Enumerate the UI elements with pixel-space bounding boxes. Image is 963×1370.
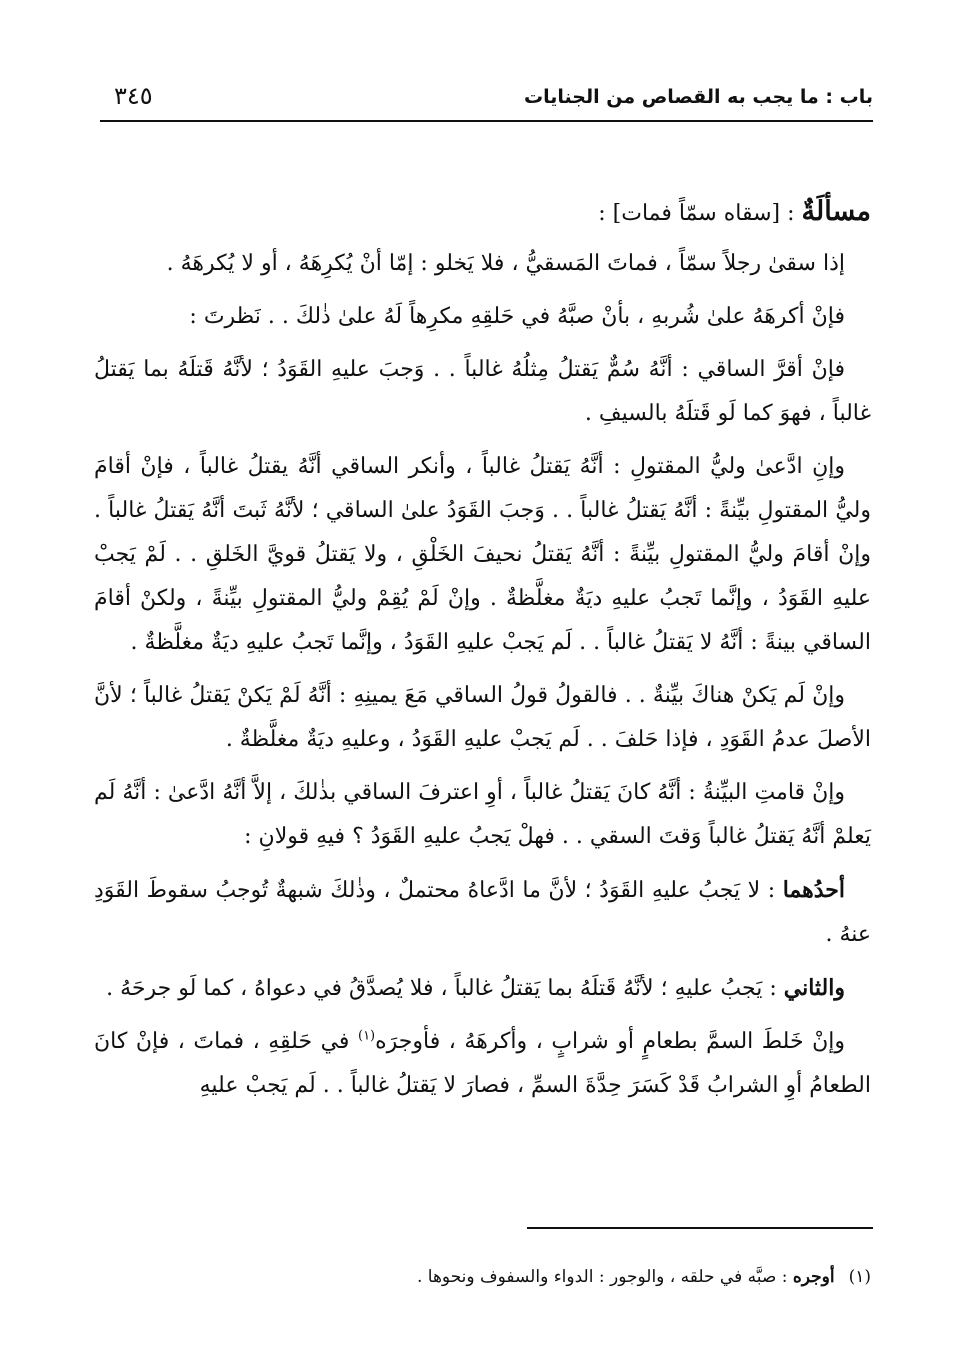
paragraph: وإنِ ادَّعىٰ وليُّ المقتولِ : أنَّهُ يَقتلُ غالباً ، وأنكر الساقي أنَّهُ يقتلُ غالباً ، فإنْ أقامَ وليُّ المقتولِ بيِّنةً : أنَّهُ يَقتلُ غالباً . . وَجبَ القَوَدُ علىٰ الساقي ؛ لأنَّهُ ثَبتَ أنَّهُ يَقتلُ غالباً . وإنْ أقامَ وليُّ المقتولِ بيِّنةً : أنَّهُ يَقتلُ نحيفَ الخَلْقِ ، ولا يَقتلُ قويَّ الخَلقِ . . لَمْ يَجبْ عليهِ القَوَدُ ، وإنَّما تَجبُ عليهِ ديَةٌ مغلَّظةٌ . وإنْ لَمْ يُقِمْ وليُّ المقتولِ بيِّنةً ، ولكنْ أقامَ الساقي بينةً : أنَّهُ لا يَقتلُ غالباً . . لَم يَجبْ عليهِ القَوَدُ ، وإنَّما تَجبُ عليهِ ديَةٌ مغلَّظةٌ . [94, 454, 871, 655]
first-opinion-text: : لا يَجبُ عليهِ القَوَدُ ؛ لأنَّ ما ادَّعاهُ محتملٌ ، وذٰلكَ شبهةٌ تُوجبُ سقوطَ القَوَدِ عنهُ . [94, 878, 871, 947]
footnote-text: : صبَّه في حلقه ، والوجور : الدواء والسفوف ونحوها . [416, 1267, 793, 1287]
issue-label: مسألَةٌ [801, 196, 871, 227]
footnote-divider [527, 1227, 873, 1229]
paragraph-text-after-note: في حَلقِهِ ، فماتَ ، فإنْ كانَ الطعامُ أوِ الشرابُ قَدْ كَسَرَ حِدَّةَ السمِّ ، فصارَ لا يَقتلُ غالباً . . لَم يَجبْ عليهِ [94, 1029, 871, 1098]
paragraph: وإنْ قامتِ البيِّنةُ : أنَّهُ كانَ يَقتلُ غالباً ، أوِ اعترفَ الساقي بذٰلكَ ، إلاَّ أنَّهُ ادَّعىٰ : أنَّهُ لَم يَعلمْ أنَّهُ يَقتلُ غالباً وَقتَ السقي . . فهلْ يَجبُ عليهِ القَوَدُ ؟ فيهِ قولانِ : [94, 780, 871, 849]
paragraph: وإنْ لَم يَكنْ هناكَ بيِّنةٌ . . فالقولُ قولُ الساقي مَعَ يمينِهِ : أنَّهُ لَمْ يَكنْ يَقتلُ غالباً ؛ لأنَّ الأصلَ عدمُ القَوَدِ ، فإذا حَلفَ . . لَم يَجبْ عليهِ القَوَدُ ، وعليهِ ديَةٌ مغلَّظةٌ . [94, 683, 871, 752]
second-opinion-label: والثاني [783, 975, 845, 1001]
second-opinion-text: : يَجبُ عليهِ ؛ لأنَّهُ قَتلَهُ بما يَقتلُ غالباً ، فلا يُصدَّقُ في دعواهُ ، كما لَو جرحَهُ . [106, 976, 784, 1001]
issue-separator: : [780, 201, 802, 226]
paragraph: فإنْ أقرَّ الساقي : أنَّهُ سُمٌّ يَقتلُ مِثلُهُ غالباً . . وَجبَ عليهِ القَوَدُ ؛ لأنَّهُ قَتلَهُ بما يَقتلُ غالباً ، فهوَ كما لَو قَتلَهُ بالسيفِ . [94, 357, 871, 426]
paragraph-text-before-note: وإنْ خَلطَ السمَّ بطعامٍ أو شرابٍ ، وأكرهَهُ ، فأوجرَه [375, 1029, 845, 1054]
first-opinion-label: أحدُهما [782, 877, 845, 903]
issue-title: [سقاه سمّاً فمات] : [598, 201, 781, 226]
footnote-number: (١) [848, 1267, 871, 1287]
first-opinion [94, 868, 871, 957]
footnote-reference[interactable]: (١) [357, 1028, 376, 1044]
main-text [94, 190, 871, 1117]
running-header [100, 78, 873, 122]
paragraph [94, 1020, 871, 1108]
paragraph: إذا سقىٰ رجلاً سمّاً ، فماتَ المَسقيُّ ، فلا يَخلو : إمّا أنْ يُكرِهَهُ ، أو لا يُكرهَهُ . [166, 251, 845, 276]
second-opinion [94, 966, 871, 1011]
paragraph: فإنْ أكرهَهُ علىٰ شُربهِ ، بأنْ صبَّهُ في حَلقِهِ مكرِهاً لَهُ علىٰ ذٰلكَ . . نَظرتَ : [189, 304, 845, 329]
chapter-title: باب : ما يجب به القصاص من الجنايات [524, 86, 873, 108]
header-divider [100, 120, 873, 122]
footnote [94, 1263, 871, 1291]
footnote-term: أوجره [792, 1267, 835, 1287]
page-number: ٣٤٥ [114, 82, 153, 110]
issue-heading [94, 190, 871, 236]
